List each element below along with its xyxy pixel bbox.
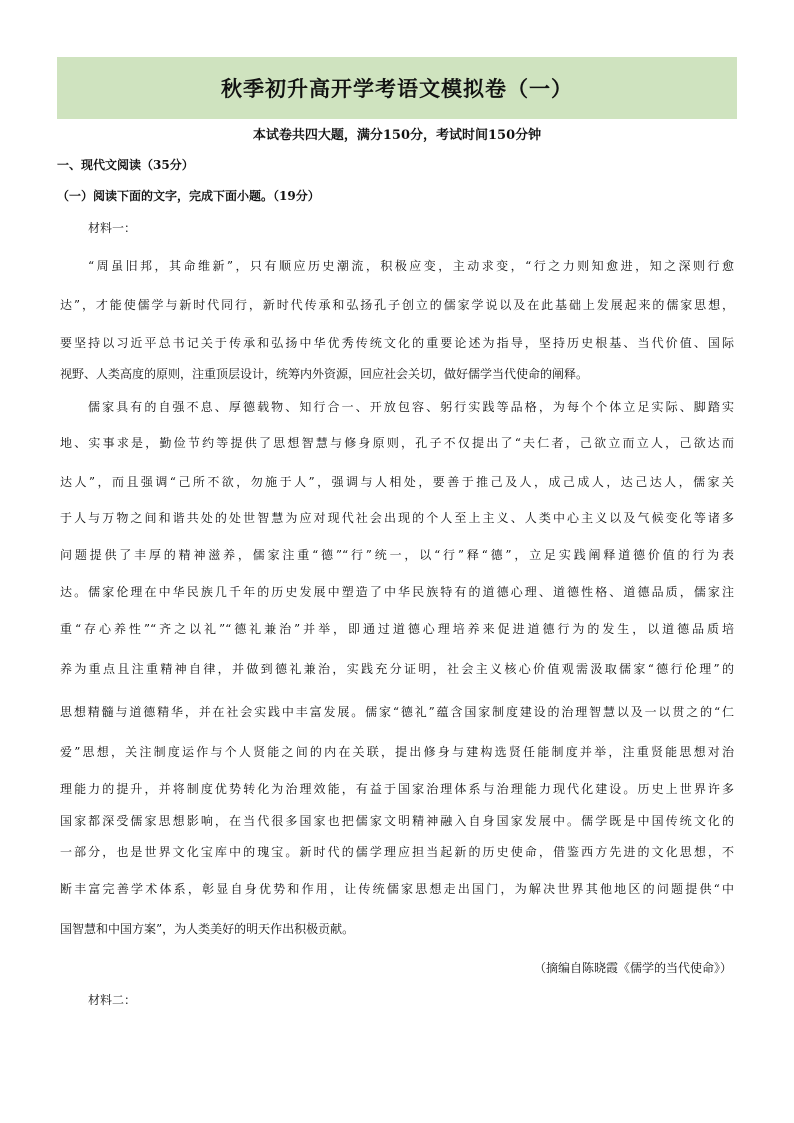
text-line: 一部分，也是世界文化宝库中的瑰宝。新时代的儒学理应担当起新的历史使命，借鉴西方先进的文化思想，不 [60,845,734,859]
text-line: 理能力的提升，并将制度优势转化为治理效能，有益于国家治理体系与治理能力现代化建设。历史上世界许多 [60,782,734,796]
text-line: 问题提供了丰厚的精神滋养，儒家注重“德”“行”统一，以“行”释“德”，立足实践阐释道德价值的行为表 [60,548,734,562]
subsection-heading-1: （一）阅读下面的文字，完成下面小题。（19分） [57,189,320,203]
text-line: 断丰富完善学术体系，彰显自身优势和作用，让传统儒家思想走出国门，为解决世界其他地区的问题提供“中 [60,882,734,896]
material-2-label: 材料二： [88,993,137,1007]
text-line: 达。儒家伦理在中华民族几千年的历史发展中塑造了中华民族特有的道德心理、道德性格、道德品质，儒家注 [60,585,734,599]
text-line: 达”，才能使儒学与新时代同行，新时代传承和弘扬孔子创立的儒家学说以及在此基础上发展起来的儒家思想， [60,298,734,312]
source-citation: （摘编自陈晓霞《儒学的当代使命》） [533,961,732,975]
text-line: 思想精髓与道德精华，并在社会实践中丰富发展。儒家“德礼”蕴含国家制度建设的治理智慧以及一以贯之的“仁 [60,705,734,719]
text-line: 国家都深受儒家思想影响，在当代很多国家也把儒家文明精神融入自身国家发展中。儒学既是中国传统文化的 [60,814,734,828]
text-line: 于人与万物之间和谐共处的处世智慧为应对现代社会出现的个人至上主义、人类中心主义以及气候变化等诸多 [60,511,734,525]
material-1-label: 材料一： [88,221,137,235]
text-line: 要坚持以习近平总书记关于传承和弘扬中华优秀传统文化的重要论述为指导，坚持历史根基、当代价值、国际 [60,336,734,350]
text-line: 儒家具有的自强不息、厚德载物、知行合一、开放包容、躬行实践等品格，为每个个体立足实际、脚踏实 [88,400,734,414]
text-line: “周虽旧邦，其命维新”，只有顺应历史潮流，积极应变，主动求变，“行之力则知愈进，知之深则行愈 [88,259,734,273]
text-line: 地、实事求是，勤俭节约等提供了思想智慧与修身原则，孔子不仅提出了“夫仁者，己欲立而立人，己欲达而 [60,436,734,450]
text-line: 视野、人类高度的原则，注重顶层设计，统筹内外资源，回应社会关切，做好儒学当代使命的阐释。 [60,367,589,381]
exam-instructions: 本试卷共四大题，满分150分，考试时间150分钟 [252,128,542,143]
section-heading-1: 一、现代文阅读（35分） [57,158,194,172]
text-line: 重“存心养性”“齐之以礼”“德礼兼治”并举，即通过道德心理培养来促进道德行为的发生，以道德品质培 [60,622,734,636]
title-banner [57,57,737,119]
text-line: 养为重点且注重精神自律，并做到德礼兼治，实践充分证明，社会主义核心价值观需汲取儒家“德行伦理”的 [60,662,734,676]
page-title: 秋季初升高开学考语文模拟卷（一） [221,77,573,101]
text-line: 国智慧和中国方案”，为人类美好的明天作出积极贡献。 [60,922,355,936]
text-line: 爱”思想，关注制度运作与个人贤能之间的内在关联，提出修身与建构选贤任能制度并举，注重贤能思想对治 [60,745,734,759]
text-line: 达人”，而且强调“己所不欲，勿施于人”，强调与人相处，要善于推己及人，成己成人，达己达人，儒家关 [60,475,734,489]
